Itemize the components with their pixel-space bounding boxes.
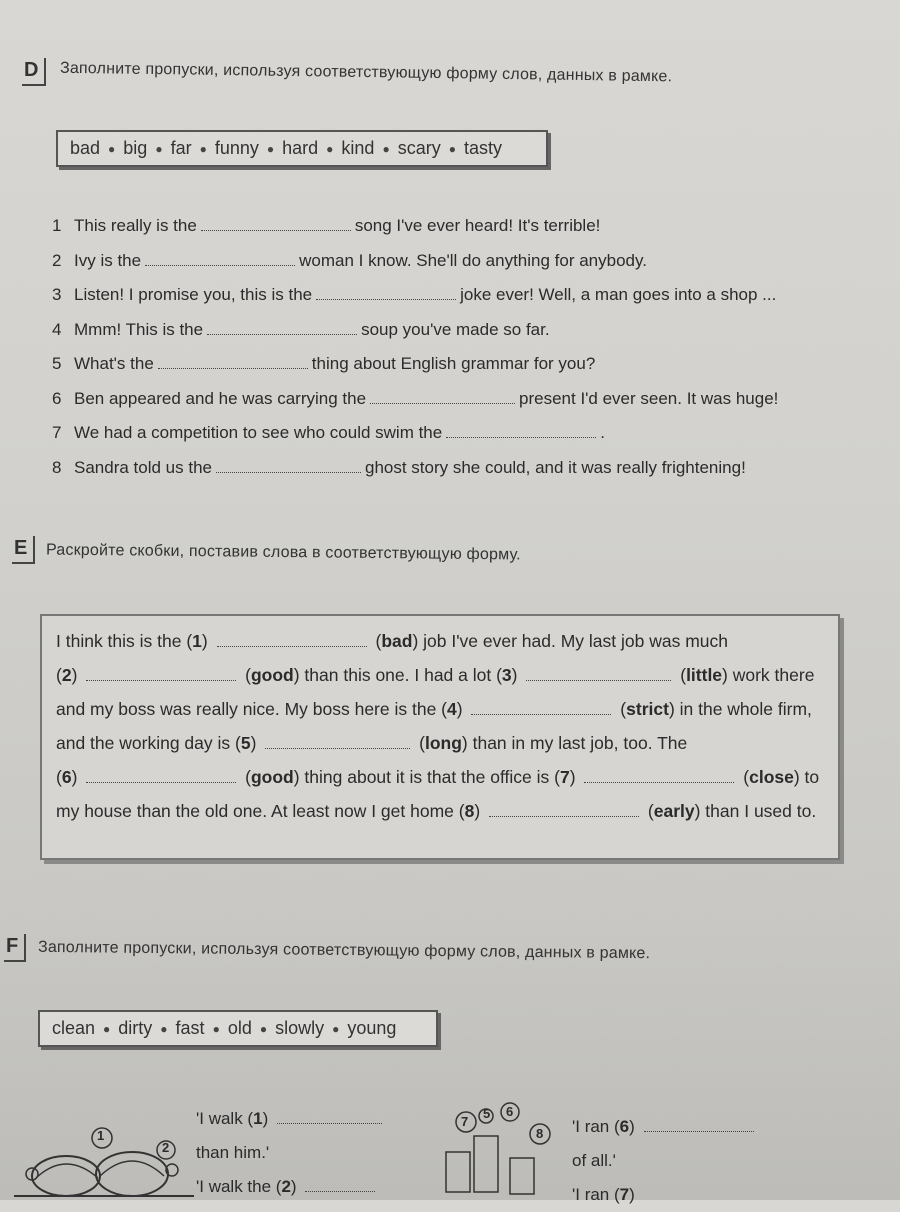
base-word: close <box>749 767 794 787</box>
word: scary <box>397 138 441 158</box>
passage-line-4: and the working day is (5) (long) than in my last job, too. The <box>56 733 688 753</box>
passage-text: ) to <box>793 767 820 787</box>
passage-text: ) than this one. I had a lot ( <box>293 665 502 685</box>
section-f-letter: F <box>4 934 26 962</box>
item-text-after: song I've ever heard! It's terrible! <box>354 216 601 235</box>
speech-line <box>572 1110 758 1144</box>
passage-text: my house than the old one. At least now I get home ( <box>56 801 465 821</box>
gap-number: 7 <box>619 1185 630 1204</box>
section-f-left-speech <box>196 1102 386 1204</box>
answer-blank-2[interactable] <box>145 251 295 266</box>
exercise-item-2 <box>52 251 872 286</box>
item-number: 2 <box>52 250 62 270</box>
item-number: 8 <box>52 457 62 477</box>
answer-blank-5[interactable] <box>158 354 308 369</box>
passage-line-1: I think this is the (1) (bad) job I've ever had. My last job was much <box>56 631 728 651</box>
answer-blank-4[interactable] <box>207 320 357 335</box>
f-blank-6[interactable] <box>644 1117 754 1132</box>
exercise-item-4 <box>52 320 872 355</box>
item-number: 5 <box>52 354 62 373</box>
picture-label-7: 7 <box>461 1114 469 1129</box>
speech-text: ) <box>629 1185 635 1204</box>
speech-text: ) <box>629 1117 635 1136</box>
base-word: strict <box>626 699 669 719</box>
section-d-instruction: Заполните пропуски, используя соответствующую форму слов, данных в рамке. <box>59 59 673 86</box>
base-word: bad <box>381 631 413 651</box>
f-blank-1[interactable] <box>277 1109 382 1124</box>
section-d-word-box <box>56 130 548 167</box>
answer-blank-6[interactable] <box>370 389 515 404</box>
gap-blank-1[interactable] <box>217 632 367 647</box>
passage-text: ) <box>201 631 208 651</box>
speech-text: 'I ran ( <box>572 1185 620 1204</box>
item-text-before: Mmm! This is the <box>74 319 204 339</box>
gap-blank-3[interactable] <box>526 666 671 681</box>
item-text-before: Ivy is the <box>74 250 142 270</box>
passage-text: ) in the whole firm, <box>668 699 812 719</box>
base-word: long <box>424 733 462 753</box>
answer-blank-7[interactable] <box>446 423 596 438</box>
word: bad <box>70 138 101 158</box>
exercise-item-5 <box>52 354 872 389</box>
speech-line <box>572 1178 758 1212</box>
speech-text: 'I ran ( <box>572 1117 620 1136</box>
gap-blank-5[interactable] <box>265 734 410 749</box>
word: clean <box>52 1018 96 1038</box>
gap-number: 8 <box>464 801 475 821</box>
word: old <box>227 1018 252 1038</box>
speech-line: than him.' <box>196 1143 270 1162</box>
bullet-icon: ● <box>448 141 456 156</box>
item-text-before: Listen! I promise you, this is the <box>74 285 313 304</box>
section-d-exercise-list <box>52 216 872 492</box>
gap-blank-2[interactable] <box>86 666 236 681</box>
speech-text: 'I walk the ( <box>196 1177 282 1196</box>
exercise-item-1 <box>52 216 872 251</box>
item-text-after: . <box>600 423 605 442</box>
bullet-icon: ● <box>155 141 163 156</box>
picture-label-6: 6 <box>506 1104 514 1119</box>
bullet-icon: ● <box>212 1021 220 1036</box>
item-text-before: We had a competition to see who could swim the <box>74 423 443 442</box>
item-text-after: woman I know. She'll do anything for anybody. <box>299 250 647 270</box>
item-number: 6 <box>52 388 62 408</box>
gap-number: 6 <box>619 1117 630 1136</box>
passage-text: ) work there <box>722 665 815 685</box>
gap-number: 3 <box>501 665 512 685</box>
speech-text: ) <box>290 1177 297 1196</box>
item-number: 4 <box>52 319 62 339</box>
speech-text: ) <box>262 1109 269 1128</box>
base-word: little <box>686 665 723 685</box>
passage-text: ) job I've ever had. My last job was much <box>412 631 728 651</box>
bullet-icon: ● <box>108 141 116 156</box>
speech-line <box>196 1170 386 1204</box>
picture-label-1: 1 <box>97 1128 105 1143</box>
section-f-right-speech <box>572 1110 758 1212</box>
bullet-icon: ● <box>199 141 207 156</box>
item-text-after: joke ever! Well, a man goes into a shop ... <box>460 285 777 304</box>
item-text-after: present I'd ever seen. It was huge! <box>519 388 779 408</box>
gap-blank-7[interactable] <box>584 768 734 783</box>
bullet-icon: ● <box>382 141 390 156</box>
gap-blank-8[interactable] <box>489 802 639 817</box>
word: funny <box>214 138 259 158</box>
gap-number: 2 <box>61 665 72 685</box>
passage-text: and my boss was really nice. My boss here is the ( <box>56 699 447 719</box>
section-f-instruction: Заполните пропуски, используя соответствующую форму слов, данных в рамке. <box>37 938 651 963</box>
bullet-icon: ● <box>103 1021 111 1036</box>
gap-number: 7 <box>559 767 570 787</box>
word: kind <box>341 138 375 158</box>
section-e-instruction: Раскройте скобки, поставив слова в соответствующую форму. <box>45 541 521 564</box>
bullet-icon: ● <box>332 1021 340 1036</box>
gap-blank-4[interactable] <box>471 700 611 715</box>
section-e-letter: E <box>12 536 35 564</box>
word: fast <box>175 1018 205 1038</box>
exercise-item-6 <box>52 389 872 424</box>
passage-line-6: my house than the old one. At least now I get home (8) (early) than I used to. <box>56 801 817 821</box>
gap-number: 6 <box>61 767 72 787</box>
section-d-letter: D <box>22 58 46 86</box>
gap-number: 2 <box>281 1177 291 1196</box>
section-f-word-box <box>38 1010 438 1047</box>
passage-text: I think this is the ( <box>56 631 193 651</box>
passage-text: ) than I used to. <box>694 801 817 821</box>
word: far <box>170 138 192 158</box>
word: young <box>347 1018 397 1038</box>
item-text-before: Ben appeared and he was carrying the <box>74 388 367 408</box>
speech-line <box>196 1102 386 1136</box>
section-e-text-box <box>40 614 840 860</box>
passage-line-5: (6) (good) thing about it is that the office is (7) (close) to <box>56 767 820 787</box>
item-text-after: soup you've made so far. <box>361 319 550 339</box>
item-number: 1 <box>52 216 62 235</box>
exercise-item-8 <box>52 458 872 493</box>
item-text-before: Sandra told us the <box>74 457 212 477</box>
gap-blank-6[interactable] <box>86 768 236 783</box>
exercise-item-3 <box>52 285 872 320</box>
picture-label-5: 5 <box>483 1106 491 1121</box>
runners-illustration <box>436 1100 562 1200</box>
bullet-icon: ● <box>160 1021 168 1036</box>
exercise-item-7 <box>52 423 872 458</box>
speech-line: of all.' <box>572 1151 616 1170</box>
item-number: 7 <box>52 423 62 442</box>
passage-line-3: and my boss was really nice. My boss here is the (4) (strict) in the whole firm, <box>56 699 812 719</box>
bullet-icon: ● <box>259 1021 268 1036</box>
answer-blank-1[interactable] <box>201 216 351 231</box>
base-word: good <box>250 665 294 685</box>
passage-line-2: (2) (good) than this one. I had a lot (3) (little) work there <box>56 665 815 685</box>
gap-number: 1 <box>192 631 202 651</box>
passage-text: ) thing about it is that the office is ( <box>293 767 560 787</box>
word: dirty <box>118 1018 153 1038</box>
item-text-before: What's the <box>74 354 154 373</box>
picture-label-8: 8 <box>536 1126 544 1141</box>
base-word: good <box>250 767 294 787</box>
picture-label-2: 2 <box>162 1140 170 1155</box>
word: big <box>123 138 148 158</box>
item-text-after: thing about English grammar for you? <box>311 354 596 373</box>
passage-text: and the working day is ( <box>56 733 241 753</box>
base-word: early <box>653 801 695 821</box>
gap-number: 5 <box>240 733 251 753</box>
speech-text: 'I walk ( <box>196 1109 254 1128</box>
word: hard <box>282 138 319 158</box>
word: slowly <box>275 1018 325 1038</box>
answer-blank-8[interactable] <box>216 458 361 473</box>
answer-blank-3[interactable] <box>316 285 456 300</box>
item-text-after: ghost story she could, and it was really frightening! <box>364 457 746 477</box>
word: tasty <box>463 138 502 158</box>
bullet-icon: ● <box>266 141 275 156</box>
item-number: 3 <box>52 285 62 304</box>
item-text-before: This really is the <box>74 216 197 235</box>
gap-number: 4 <box>447 699 457 719</box>
gap-number: 1 <box>253 1109 263 1128</box>
passage-text: ) than in my last job, too. The <box>461 733 688 753</box>
f-blank-2[interactable] <box>305 1177 375 1192</box>
bullet-icon: ● <box>326 141 334 156</box>
